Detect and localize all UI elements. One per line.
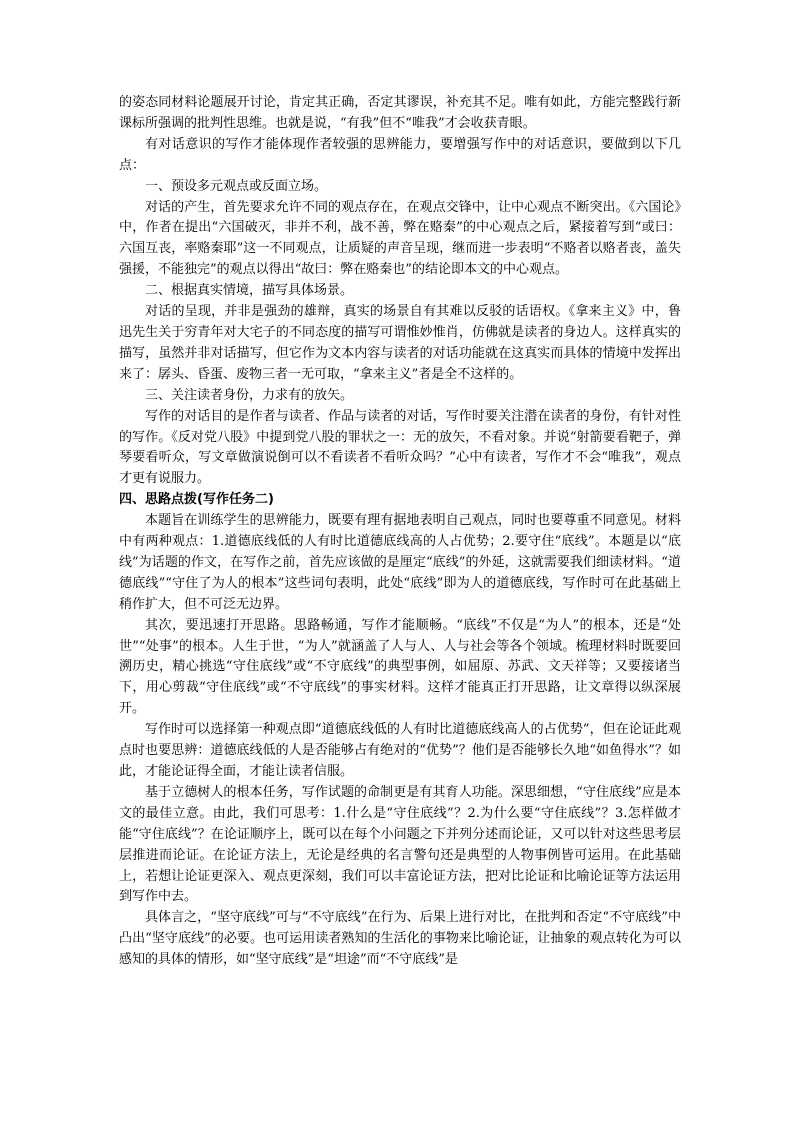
point-two-body: 对话的呈现，并非是强劲的雄辩，真实的场景自有其难以反驳的话语权。《拿来主义》中，鲁迅先生关于穷青年对大宅子的不同态度的描写可谓惟妙惟肖，仿佛就是读者的身边人。这样真实的描写，虽然并非对话描写，但它作为文本内容与读者的对话功能就在这真实而具体的情境中发挥出来了：孱头、昏蛋、废物三者一无可取，“拿来主义”者是全不这样的。 xyxy=(119,304,681,382)
point-three-body: 写作的对话目的是作者与读者、作品与读者的对话，写作时要关注潜在读者的身份，有针对性的写作。《反对党八股》中提到党八股的罪状之一：无的放矢，不看对象。并说“射箭要看靶子，弹琴要看听众，写文章做演说倒可以不看读者不看听众吗？”心中有读者，写作才不会“唯我”，观点才更有说服力。 xyxy=(119,408,681,487)
paragraph-first-viewpoint: 写作时可以选择第一种观点即“道德底线低的人有时比道德底线高人的占优势”，但在论证此观点时也要思辨：道德底线低的人是否能够占有绝对的“优势”？他们是否能够长久地“如鱼得水”？如此，才能论证得全面，才能让读者信服。 xyxy=(119,722,681,779)
paragraph-continuation: 的姿态同材料论题展开讨论，肯定其正确，否定其谬误，补充其不足。唯有如此，方能完整践行新课标所强调的批判性思维。也就是说，“有我”但不“唯我”才会收获青眼。 xyxy=(119,95,681,131)
point-one-title: 一、预设多元观点或反面立场。 xyxy=(145,178,328,194)
paragraph-best-intent: 基于立德树人的根本任务，写作试题的命制更是有其育人功能。深思细想，“守住底线”应是本文的最佳立意。由此，我们可思考：1.什么是“守住底线”？2.为什么要“守住底线”？3.怎样做才能“守住底线”？在论证顺序上，既可以在每个小问题之下并列分述而论证，又可以针对这些思考层层推进而论证。在论证方法上，无论是经典的名言警句还是典型的人物事例皆可运用。在此基础上，若想让论证更深入、观点更深刻，我们可以丰富论证方法，把对比论证和比喻论证等方法运用到写作中去。 xyxy=(119,784,681,905)
point-three-title: 三、关注读者身份，力求有的放矢。 xyxy=(145,387,354,403)
paragraph-open-thinking: 其次，要迅速打开思路。思路畅通，写作才能顺畅。“底线”不仅是“为人”的根本，还是“处世”“处事”的根本。人生于世，“为人”就涵盖了人与人、人与社会等各个领域。梳理材料时既要回溯历史，精心挑选“守住底线”或“不守底线”的典型事例，如屈原、苏武、文天祥等；又要接诸当下，用心剪裁“守住底线”或“不守底线”的事实材料。这样才能真正打开思路，让文章得以纵深展开。 xyxy=(119,617,681,717)
section-heading: 四、思路点拨(写作任务二) xyxy=(119,492,274,508)
point-two-title: 二、根据真实情境，描写具体场景。 xyxy=(145,283,354,299)
paragraph-specifics: 具体言之，“坚守底线”可与“不守底线”在行为、后果上进行对比，在批判和否定“不守底线”中凸出“坚守底线”的必要。也可运用读者熟知的生活化的事物来比喻论证，让抽象的观点转化为可以感知的具体的情形，如“坚守底线”是“坦途”而“不守底线”是 xyxy=(119,910,681,968)
paragraph-task-intro: 本题旨在训练学生的思辨能力，既要有理有据地表明自己观点，同时也要尊重不同意见。材料中有两种观点：1.道德底线低的人有时比道德底线高的人占优势；2.要守住“底线”。本题是以“底线”为话题的作文，在写作之前，首先应该做的是厘定“底线”的外延，这就需要我们细读材料。“道德底线”“守住了为人的根本”这些词句表明，此处“底线”即为人的道德底线，写作时可在此基础上稍作扩大，但不可泛无边界。 xyxy=(119,513,681,612)
document-page xyxy=(119,93,681,971)
point-one-body: 对话的产生，首先要求允许不同的观点存在，在观点交锋中，让中心观点不断突出。《六国论》中，作者在提出“六国破灭，非并不利，战不善，弊在赂秦”的中心观点之后，紧接着写到“或曰：六国互丧，率赂秦耶”这一不同观点，让质疑的声音呈现，继而进一步表明“不赂者以赂者丧，盖失强援，不能独完”的观点以得出“故曰：弊在赂秦也”的结论即本文的中心观点。 xyxy=(119,199,681,278)
paragraph-dialogue-awareness: 有对话意识的写作才能体现作者较强的思辨能力，要增强写作中的对话意识，要做到以下几点： xyxy=(119,136,681,173)
